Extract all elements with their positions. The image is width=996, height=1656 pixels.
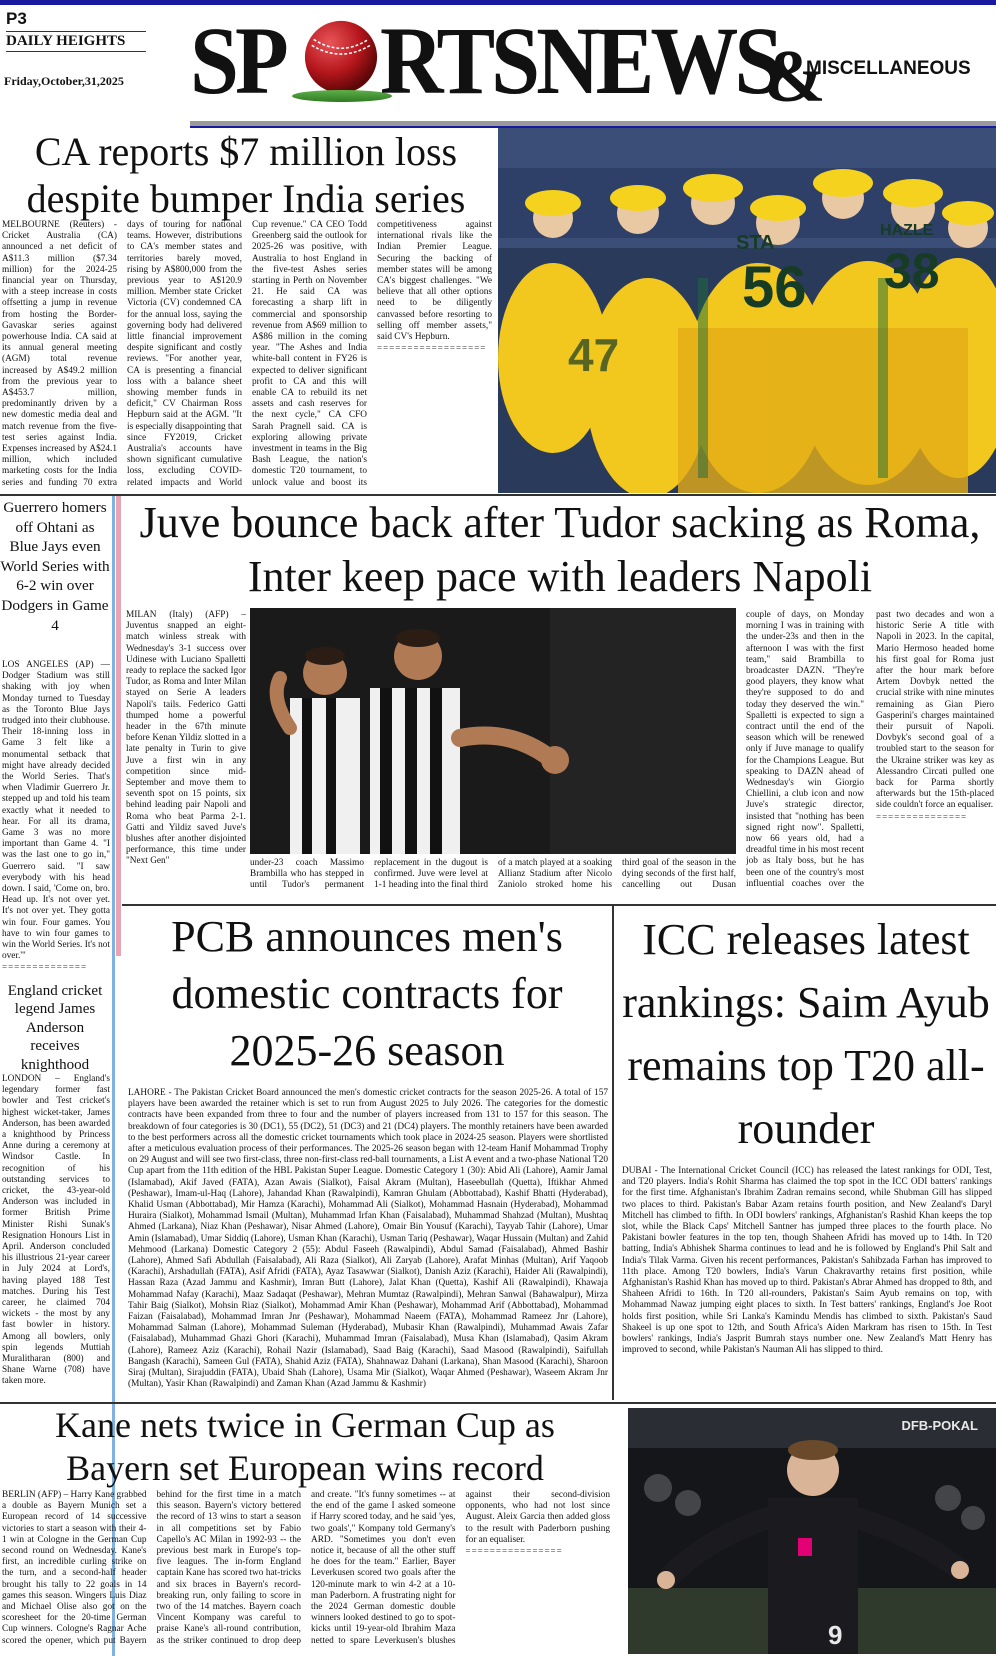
body-pcb [128, 1088, 608, 1398]
body-text-pcb: LAHORE - The Pakistan Cricket Board announced the men's domestic cricket contracts for the season 2025-26. A total of 157 players have been awarded the retainer which is set to run from August 2025 to July 2026. The categories for the domestic contracts have been expanded from three to four and the number of players increased from 131 to 157 for this season. The breakdown of four categories is 30 (DC1), 55 (DC2), 51 (DC3) and 21 (DC4) players. The monthly retainers have been awarded to the best performers across all the domestic cricket tournaments which took place in 2024-25 season. Players were shortlisted after a meticulous evaluation process of their performances. The 2025-26 season began with 12-team Hanif Mohammad Trophy on 29 August and will see two first-class, three non-first-class red-ball tournaments, a List A event and a two-phase National T20 Cup apart from the 11th edition of the HBL Pakistan Super League. Domestic Category 1 (30): Abid Ali (Lahore), Aamir Jamal (Islamabad), Akif Javed (FATA), Azan Awais (Sialkot), Faisal Akram (Multan), Haseebullah (Quetta), Iftikhar Ahmed (Peshawar), Imam-ul-Haq (Lahore), Jahandad Khan (Rawalpindi), Kamran Ghulam (Abbottabad), Kashif Bhatti (Hyderabad), Khalid Usman (Abbottabad), Mir Hamza (Karachi), Mohammad Ali (Sialkot), Mohammad Hasnain (Hyderabad), Mohammad Huraira (Sialkot), Mohammad Ismail (Multan), Muhammad Irfan Khan (Faisalabad), Muhammad Shahzad (Multan), Mushtaq Ahmed (Larkana), Niaz Khan (Peshawar), Nisar Ahmed (Lahore), Omair Bin Yousuf (Karachi), Tayyab Tahir (Lahore), Umar Amin (Islamabad), Umar Siddiq (Lahore), Usman Khan (Karachi), Usman Tariq (Peshawar), Waqar Hussain (Multan) and Zahid Mehmood (Larkana) Domestic Category 2 (55): Abdul Faseeh (Rawalpindi), Abdul Samad (Faisalabad), Ahmed Bashir (Lahore), Ahmed Safi Abdullah (Faisalabad), Ali Raza (Sialkot), Ali Zaryab (Lahore), Arafat Minhas (Multan), Arif Yaqoob (Karachi), Arshadullah (FATA), Asif Afridi (FATA), Ayaz Tasawwar (Sialkot), Danish Aziz (Karachi), Haider Ali (Rawalpindi), Hassan Raza (Azad Jammu and Kashmir), Imran Butt (Lahore), Jalat Khan (Quetta), Kashif Ali (Rawalpindi), Khawaja Mohammad Nafay (Karachi), Maaz Sadaqat (Peshawar), Mehran Mumtaz (Rawalpindi), Mehran Sanwal (Bahawalpur), Mirza Tahir Baig (Sialkot), Mohsin Riaz (Sialkot), Mohammad Amir Khan (Peshawar), Mohammad Arif (Abbottabad), Mohammad Faizan (Faisalabad), Mohammad Imran Jnr (Peshawar), Mohammad Naeem (FATA), Mohammad Rameez Jnr (Lahore), Mohammad Salman (Lahore), Mohammad Suleman (Hyderabad), Mubasir Khan (Rawalpindi), Muhammad Awais Zafar (Faisalabad), Muhammad Ghazi Ghori (Karachi), Muhammad Imran (Faisalabad), Musa Khan (Islamabad), Qasim Akram (Lahore), Rameez Aziz (Karachi), Rohail Nazir (Islamabad), Saad Baig (Karachi), Saad Masood (Rawalpindi), Saifullah Bangash (Karachi), Sameen Gul (FATA), Shahid Aziz (FATA), Shahnawaz Dahani (Larkana), Shan Masood (Karachi), Sharoon Siraj (Multan), Sirajuddin (FATA), Ubaid Shah (Lahore), Usama Mir (Sialkot), Waqar Ahmed (Peshawar), Waseem Akram Jnr (Multan), Yasir Khan (Rawalpindi) and Zaman Khan (Azad Jammu & Kashmir) [128, 1088, 608, 1390]
headline-anderson: England cricket legend James Anderson receives knighthood [7, 983, 103, 1073]
body-kane [2, 1490, 610, 1652]
photo-juventus-celebration [250, 608, 736, 854]
body-text-kane: BERLIN (AFP) – Harry Kane grabbed a double as Bayern Munich set a European record of 14 successive victories to start a season with their 4-1 win at Cologne in the German Cup second round on Wednesday. Kane's first, an incredible curling strike on the turn, and a second-half header brought his tally to 22 goals in 14 games this season. Wingers Luis Diaz and Michael Olise also got on the scoresheet for the 20-time German Cup winners. Cologne's Ragnar Ache scored the opener, which put Bayern behind for the first time in a match this season. Bayern's victory bettered the record of 13 wins to start a season in all competitions set by Fabio Capello's AC Milan in 1992-93 -- the previous best mark in Europe's top-five leagues. The in-form England captain Kane has scored two hat-tricks and six braces in Bayern's record-breaking run, only failing to score in two of the 14 matches. Bayern coach Vincent Kompany was careful to praise Kane's all-round contribution, as the striker continued to drop deep and create. "It's funny sometimes -- at the end of the game I asked someone if Harry scored today, and he said 'yes, two goals'," Kompany told Germany's ARD. "Sometimes you don't even notice it, because of all the other stuff he does for the team." Earlier, Bayer Leverkusen scored two goals after the 120-minute mark to win 4-2 at a 10-man Paderborn. A frustrating night for the 2024 German domestic double winners looked destined to go to spot-kicks until 19-year-old Ibrahim Maza netted to spare Leverkusen's blushes against their second-division opponents, who had not lost since August. Aleix Garcia then added gloss to the result with Paderborn pushing for an equaliser. [2, 1490, 610, 1646]
end-mark-ca-loss: ================== [377, 343, 487, 354]
body-icc [622, 1166, 992, 1400]
body-text-icc: DUBAI - The International Cricket Council (ICC) has released the latest rankings for ODI, Test, and T20 players. India's Rohit Sharma has claimed the top spot in the ICC ODI batters' rankings for the first time. Afghanistan's Ibrahim Zadran remains second, while Shubman Gill has slipped two places to third. Pakistan's Babar Azam retains fourth position, and New Zealand's Daryl Mitchell has climbed to fifth. In ODI bowlers' rankings, Afghanistan's Rashid Khan keeps the top slot, while the Black Caps' Mitchell Santner has jumped three places to the fourth place. No Pakistani bowler features in the top ten, though Shaheen Afridi has moved up to 14th. In T20 batting, India's Abhishek Sharma continues to lead and he is followed by England's Phil Salt and India's Tilak Varma. Given his recent performances, Pakistan's Sahibzada Farhan has improved to 11th place. Among T20 bowlers, India's Varun Chakravarthy retains first position, while Afghanistan's Rashid Khan has moved up to third. Pakistan's Abrar Ahmed has dropped to 8th, and Shaheen Afridi to 16th. In T20 all-rounders, Pakistan's Saim Ayub remains on top, with Mohammad Nawaz jumping eight places to sixth. In Test batters' rankings, England's Joe Root holds first position, while Sri Lanka's Kamindu Mendis has climbed to sixth. Pakistan's Saud Shakeel is up one spot to 12th, and South Africa's Aiden Markram has risen to 15th. In Test bowlers' rankings, India's Jasprit Bumrah stays number one. New Zealand's Matt Henry has improved to second, while Pakistan's Nauman Ali has slipped to third. [622, 1166, 992, 1356]
photo-australia-team-huddle [498, 128, 996, 493]
top-rule [0, 0, 996, 5]
body-text-juve-left: MILAN (Italy) (AFP) – Juventus snapped an eight-match winless streak with Wednesday's 3-1 success over Udinese with Luciano Spalletti ready to replace the sacked Igor Tudor, as Roma and Inter Milan stayed on Serie A leaders Napoli's tails. Federico Gatti thumped home a powerful header in the 67th minute before Kenan Yildiz slotted in a late penalty in Turin to give Juve a first win in any competition since mid-September and move them to seventh spot on 15 points, six behind leading pair Napoli and Roma who beat Parma 2-1. Gatti and Yildiz saved Juve's blushes after another disjointed performance, this time under "Next Gen" [126, 610, 246, 867]
headline-pcb: PCB announces men's domestic contracts for 2025-26 season [171, 912, 563, 1075]
body-text-ca-loss: MELBOURNE (Reuters) - Cricket Australia (CA) announced a net deficit of A$11.3 million ($7.34 million) for the 2024-25 financial year on Thursday, with a steep increase in costs offsetting a jump in revenue from hosting the Border-Gavaskar series against powerhouse India. CA said at its annual general meeting (AGM) total revenue increased by A$49.2 million from the previous year to A$453.7 million, predominantly driven by a new domestic media deal and match revenue from the five-test series against India. Expenses increased by A$24.1 million, which included marketing costs for the India series and funding 70 extra days of touring for national teams. However, distributions to CA's member states and territories barely moved, rising by A$800,000 from the previous year to A$120.9 million. Member state Cricket Victoria (CV) condemned CA for the annual loss, saying the governing body had delivered little financial improvement despite significant and costly reviews. "For another year, CA is presenting a financial loss with a balance sheet showing member funds in deficit," CV Chairman Ross Hepburn said at the AGM. "It is especially disappointing that since FY2019, Cricket Australia's accounts have shown significant cumulative loss, excluding COVID-related impacts and World Cup revenue." CA CEO Todd Greenberg said the outlook for 2025-26 was positive, with Australia to host England in the five-test Ashes series starting in Perth on November 21. He said CA was forecasting a sharp lift in commercial and sponsorship revenue from A$69 million to A$86 million in the coming year. "The Ashes and India white-ball content in FY26 is expected to deliver significant profit to CA and this will enable CA to rebuild its net assets and cash reserves for the next cycle," CA CFO Sarah Pragnell said. CA is exploring allowing private investment in teams in the Big Bash League, the nation's domestic T20 tournament, to unlock value and boost its competitiveness against international rivals like the Indian Premier League. Securing the backing of member states will be among CA's biggest challenges. "We believe that all other options need to be diligently canvassed before resorting to selling off member assets," said CV's Hepburn. [2, 220, 492, 488]
grass-strip [292, 90, 392, 102]
paper-name: DAILY HEIGHTS [6, 31, 146, 52]
masthead-ampersand: & [764, 36, 826, 118]
section-name: MISCELLANEOUS [806, 58, 971, 79]
jersey-number-2: 38 [884, 243, 940, 299]
divider-under-juve [122, 904, 996, 906]
jersey-name-2: HAZLE [880, 222, 934, 239]
masthead-title-left: SP [190, 8, 285, 115]
body-text-anderson: LONDON – England's legendary former fast bowler and Test cricket's highest wicket-taker, James Anderson, has been awarded a knighthood by Princess Anne during a ceremony at Windsor Castle. In recognition of his outstanding services to cricket, the 43-year-old Anderson was included in former British Prime Minister Rishi Sunak's Resignation Honours List in April. Anderson concluded his illustrious 21-year career in July 2024 at Lord's, having played 188 Test matches. During his Test career, he claimed 704 wickets - the most by any fast bowler in history. Among all bowlers, only spin legends Muttiah Muralitharan (800) and Shane Warne (708) have taken more. [2, 1074, 110, 1387]
body-juve-left [126, 610, 246, 892]
headline-icc: ICC releases latest rankings: Saim Ayub remains top T20 all-rounder [622, 915, 990, 1153]
body-anderson [2, 1074, 110, 1404]
cricket-ball-icon [302, 18, 380, 96]
body-ca-loss [2, 220, 492, 491]
body-text-guerrero: LOS ANGELES (AP) — Dodger Stadium was still shaking with joy when Monday turned to Tuesday as the Toronto Blue Jays trudged into their clubhouse. Their 18-inning loss in Game 3 felt like a monumental setback that might have already decided the World Series. That's when Vladimir Guerrero Jr. stepped up and told his team exactly what it needed to hear. For all its drama, Game 3 was no more important than Game 4. "I was the last one to go in," Guerrero said. "I saw everybody with his head down. I said, 'Come on, bro. Head up. It's not over yet. It's not over yet. They gotta win four. Four games. You have to win four games to win the World Series. It's not over.'" [2, 660, 110, 962]
divider-pcb-icc [612, 906, 614, 1400]
kane-shirt-number: 9 [828, 1620, 843, 1650]
body-juve-bottom [250, 858, 736, 893]
masthead-title-right: RTSNEWS [380, 8, 780, 115]
issue-date: Friday,October,31,2025 [4, 74, 124, 88]
body-juve-right [746, 610, 994, 900]
jersey-number-1: 56 [742, 255, 807, 320]
dfb-pokal-board: DFB-POKAL [901, 1418, 978, 1433]
body-text-juve-right: couple of days, on Monday morning I was in training with the under-23s and then in the afternoon I was with the first team," said Brambilla to broadcaster DAZN. "They're good players, they know what they're supposed to do and today they deserved the win." Spalletti is expected to sign a contract until the end of the season which will be renewed only if Juve manage to qualify for the Champions League. But speaking to DAZN ahead of Wednesday's win Giorgio Chiellini, a club icon and now Juve's strategic director, insisted that "nothing has been signed right now". Spalletti, now 66 years old, had a dreadful time in his most recent job as Italy boss, but he has been one of the country's most influential coaches over the past two decades and won a historic Serie A title with Napoli in 2023. In the capital, Mario Hermoso headed home his first goal for Roma just after the hour mark before Artem Dovbyk netted the crucial strike with nine minutes remaining as Gian Piero Gasperini's charges maintained their pursuit of Napoli. Dovbyk's second goal of a troubled start to the season for the Ukraine striker was key as Alessandro Circati pulled one back for Parma shortly afterwards but the 15th-placed side couldn't force an equaliser. [746, 610, 994, 889]
headline-juve: Juve bounce back after Tudor sacking as Roma, Inter keep pace with leaders Napoli [139, 498, 981, 601]
jersey-name-1: STA [736, 232, 775, 254]
end-mark-kane: ================ [465, 1546, 563, 1557]
end-mark-guerrero: ============== [2, 962, 88, 970]
headline-ca-loss: CA reports $7 million loss despite bumper India series [26, 129, 466, 221]
photo-kane-celebration [628, 1408, 996, 1654]
headline-kane: Kane nets twice in German Cup as Bayern set European wins record [55, 1405, 555, 1488]
jersey-number-3: 47 [568, 329, 620, 381]
end-mark-juve: =============== [876, 811, 968, 822]
sidebar-accent-pink [116, 496, 121, 956]
headline-guerrero: Guerrero homers off Ohtani as Blue Jays even World Series with 6-2 win over Dodgers in Game 4 [0, 499, 110, 634]
page-number: P3 [6, 9, 27, 28]
body-text-juve-bottom: under-23 coach Massimo Brambilla who has stepped in until Tudor's permanent replacement in the dugout is confirmed. Juve were level at 1-1 heading into the final third of a match played at a soaking Allianz Stadium after Nicolo Zaniolo stroked home his third goal of the season in the dying seconds of the first half, cancelling out Dusan [250, 858, 736, 891]
masthead-logo [180, 6, 780, 114]
body-guerrero [2, 660, 110, 970]
